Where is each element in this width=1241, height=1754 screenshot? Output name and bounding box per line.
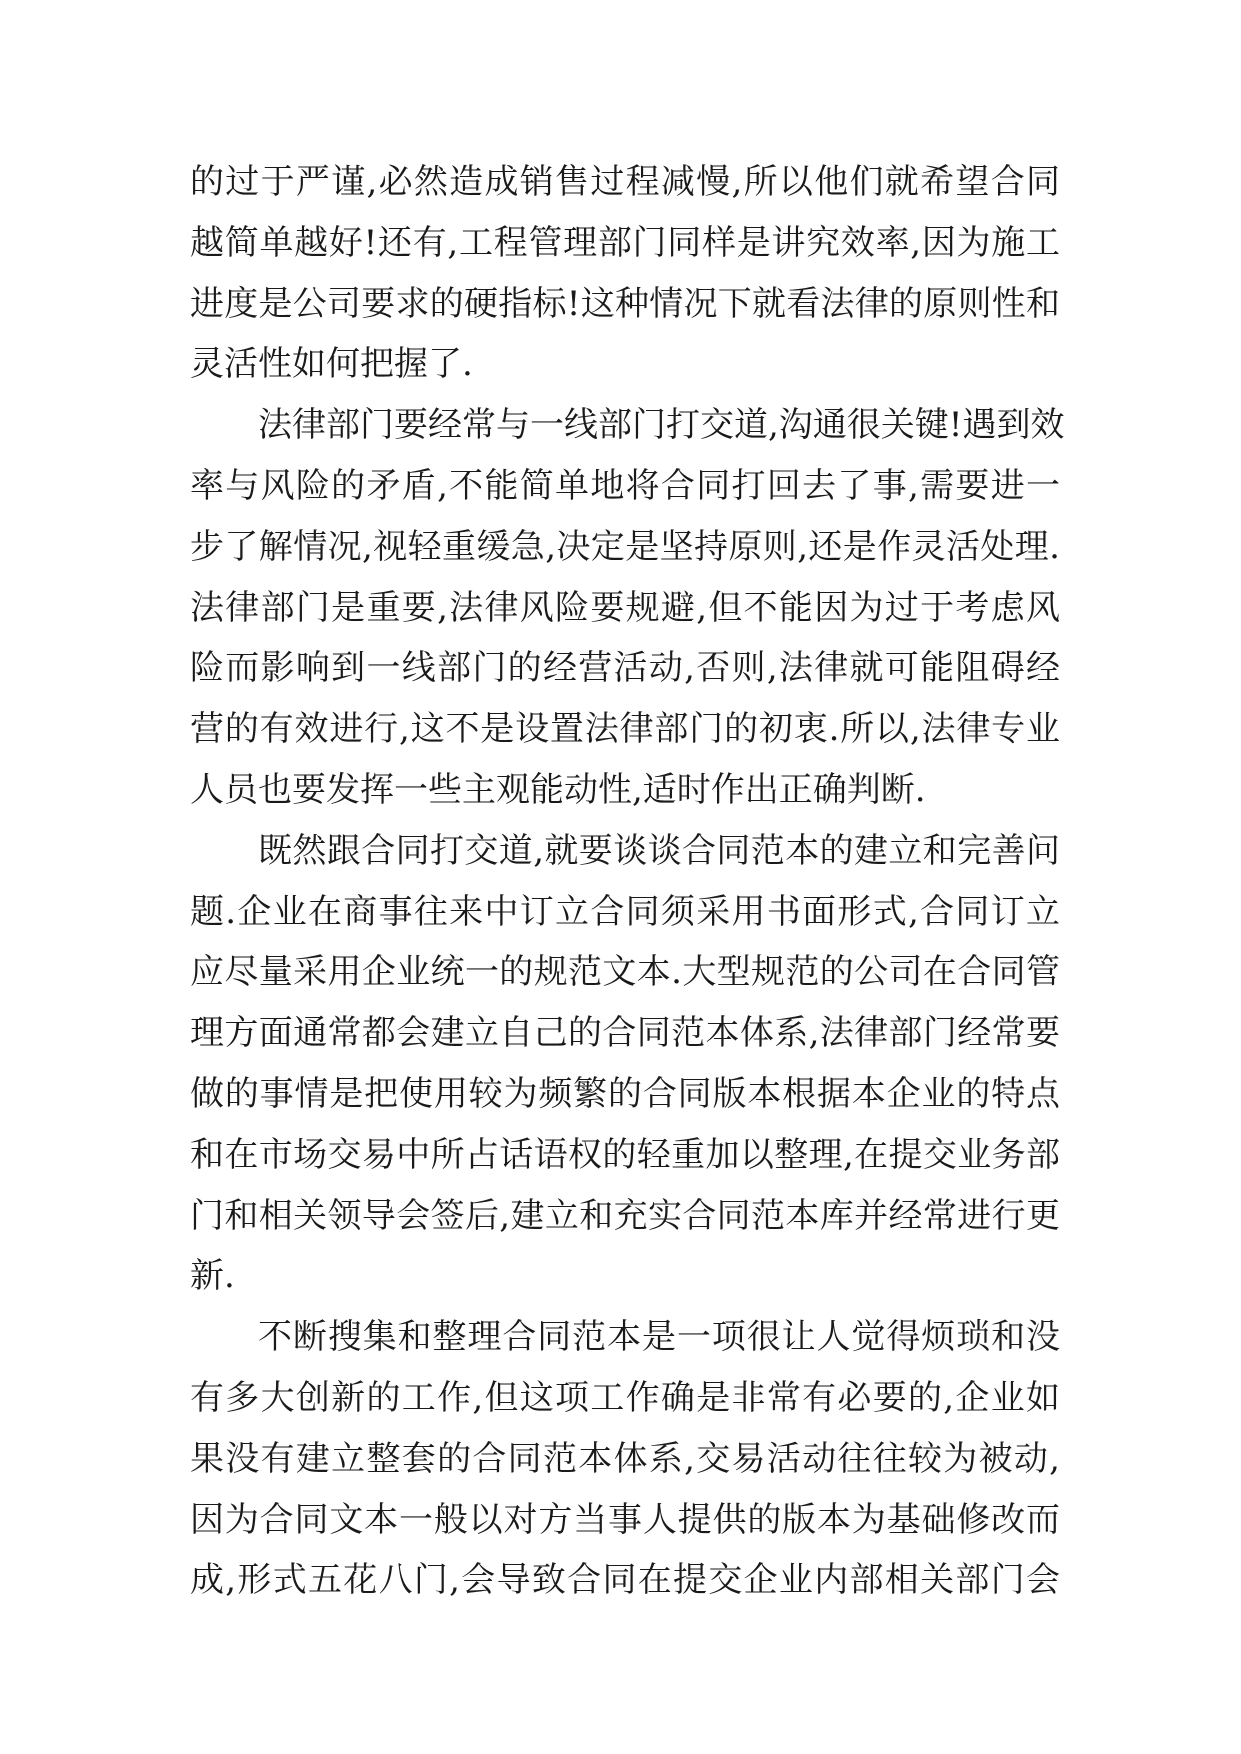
text-line: 理方面通常都会建立自己的合同范本体系,法律部门经常要 (190, 1013, 1060, 1054)
paragraph-start-line: 法律部门要经常与一线部门打交道,沟通很关键!遇到效 (258, 405, 1065, 446)
paragraph-start-line: 既然跟合同打交道,就要谈谈合同范本的建立和完善问 (258, 830, 1060, 871)
body-text (190, 152, 1065, 1611)
text-line: 果没有建立整套的合同范本体系,交易活动往往较为被动, (190, 1438, 1060, 1479)
text-line: 法律部门是重要,法律风险要规避,但不能因为过于考虑风 (190, 587, 1060, 628)
text-line: 和在市场交易中所占话语权的轻重加以整理,在提交业务部 (190, 1134, 1060, 1175)
text-line: 进度是公司要求的硬指标!这种情况下就看法律的原则性和 (190, 283, 1060, 324)
text-line: 险而影响到一线部门的经营活动,否则,法律就可能阻碍经 (190, 648, 1060, 689)
text-line: 人员也要发挥一些主观能动性,适时作出正确判断. (190, 769, 926, 810)
text-line: 营的有效进行,这不是设置法律部门的初衷.所以,法律专业 (190, 709, 1060, 750)
text-line: 步了解情况,视轻重缓急,决定是坚持原则,还是作灵活处理. (190, 526, 1060, 567)
text-line: 题.企业在商事往来中订立合同须采用书面形式,合同订立 (190, 891, 1060, 932)
text-line: 有多大创新的工作,但这项工作确是非常有必要的,企业如 (190, 1377, 1060, 1418)
text-line: 新. (190, 1256, 235, 1297)
text-line: 越简单越好!还有,工程管理部门同样是讲究效率,因为施工 (190, 222, 1060, 263)
text-line: 的过于严谨,必然造成销售过程减慢,所以他们就希望合同 (190, 162, 1060, 202)
text-line: 率与风险的矛盾,不能简单地将合同打回去了事,需要进一 (190, 465, 1060, 506)
text-line: 应尽量采用企业统一的规范文本.大型规范的公司在合同管 (190, 952, 1060, 993)
text-line: 做的事情是把使用较为频繁的合同版本根据本企业的特点 (190, 1073, 1060, 1114)
paragraph-start-line: 不断搜集和整理合同范本是一项很让人觉得烦琐和没 (258, 1317, 1060, 1358)
text-line: 成,形式五花八门,会导致合同在提交企业内部相关部门会 (190, 1560, 1060, 1601)
text-line: 门和相关领导会签后,建立和充实合同范本库并经常进行更 (190, 1195, 1060, 1236)
text-line: 因为合同文本一般以对方当事人提供的版本为基础修改而 (190, 1499, 1060, 1540)
text-line: 灵活性如何把握了. (190, 344, 473, 385)
